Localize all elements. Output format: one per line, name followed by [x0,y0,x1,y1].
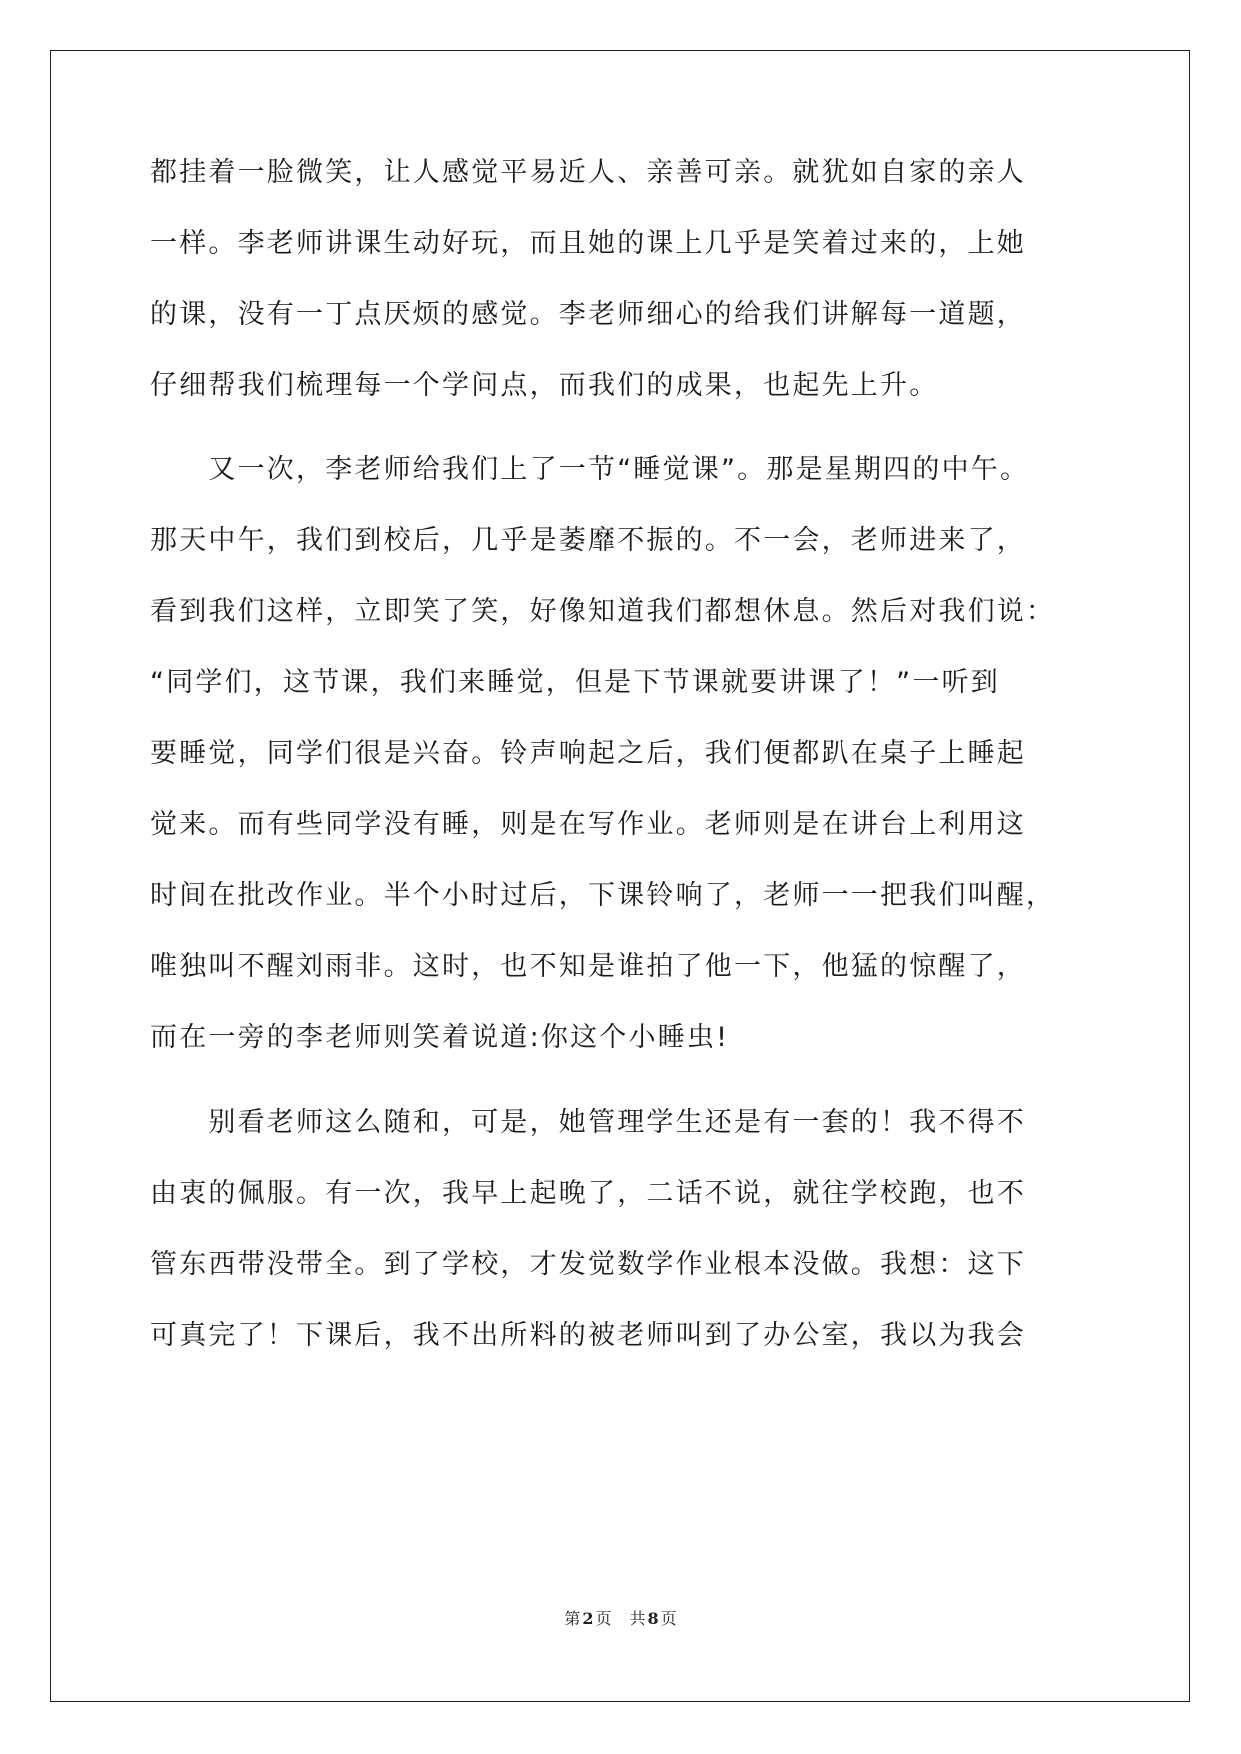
text-line: 由衷的佩服。有一次，我早上起晚了，二话不说，就往学校跑，也不 [150,1178,1026,1209]
text-line: 时间在批改作业。半个小时过后，下课铃响了，老师一一把我们叫醒， [150,880,1056,911]
text-line: 那天中午，我们到校后，几乎是萎靡不振的。不一会，老师进来了， [150,525,1026,556]
text-line: “同学们，这节课，我们来睡觉，但是下节课就要讲课了！”一听到 [150,667,1000,698]
text-line: 而在一旁的李老师则笑着说道:你这个小睡虫! [150,1022,730,1053]
text-line: 可真完了！下课后，我不出所料的被老师叫到了办公室，我以为我会 [150,1320,1026,1351]
text-line: 又一次，李老师给我们上了一节“睡觉课”。那是星期四的中午。 [150,454,1030,485]
text-line: 的课，没有一丁点厌烦的感觉。李老师细心的给我们讲解每一道题， [150,299,1026,330]
text-line: 唯独叫不醒刘雨非。这时，也不知是谁拍了他一下，他猛的惊醒了， [150,951,1026,982]
page-prefix: 第 [564,1609,581,1628]
page-suffix: 页 [595,1609,612,1628]
text-line: 管东西带没带全。到了学校，才发觉数学作业根本没做。我想：这下 [150,1249,1026,1280]
text-line: 要睡觉，同学们很是兴奋。铃声响起之后，我们便都趴在桌子上睡起 [150,738,1026,769]
text-line: 仔细帮我们梳理每一个学问点，而我们的成果，也起先上升。 [150,370,939,401]
text-line: 一样。李老师讲课生动好玩，而且她的课上几乎是笑着过来的，上她 [150,228,1026,259]
total-suffix: 页 [660,1609,677,1628]
page-footer [0,1608,1241,1630]
text-line: 看到我们这样，立即笑了笑，好像知道我们都想休息。然后对我们说： [150,596,1056,627]
text-line: 觉来。而有些同学没有睡，则是在写作业。老师则是在讲台上利用这 [150,809,1026,840]
text-line: 都挂着一脸微笑，让人感觉平易近人、亲善可亲。就犹如自家的亲人 [150,157,1026,188]
text-line: 别看老师这么随和，可是，她管理学生还是有一套的！我不得不 [150,1107,1026,1138]
total-prefix: 共 [629,1609,646,1628]
page-number: 2 [582,1609,594,1628]
total-pages: 8 [647,1609,659,1628]
